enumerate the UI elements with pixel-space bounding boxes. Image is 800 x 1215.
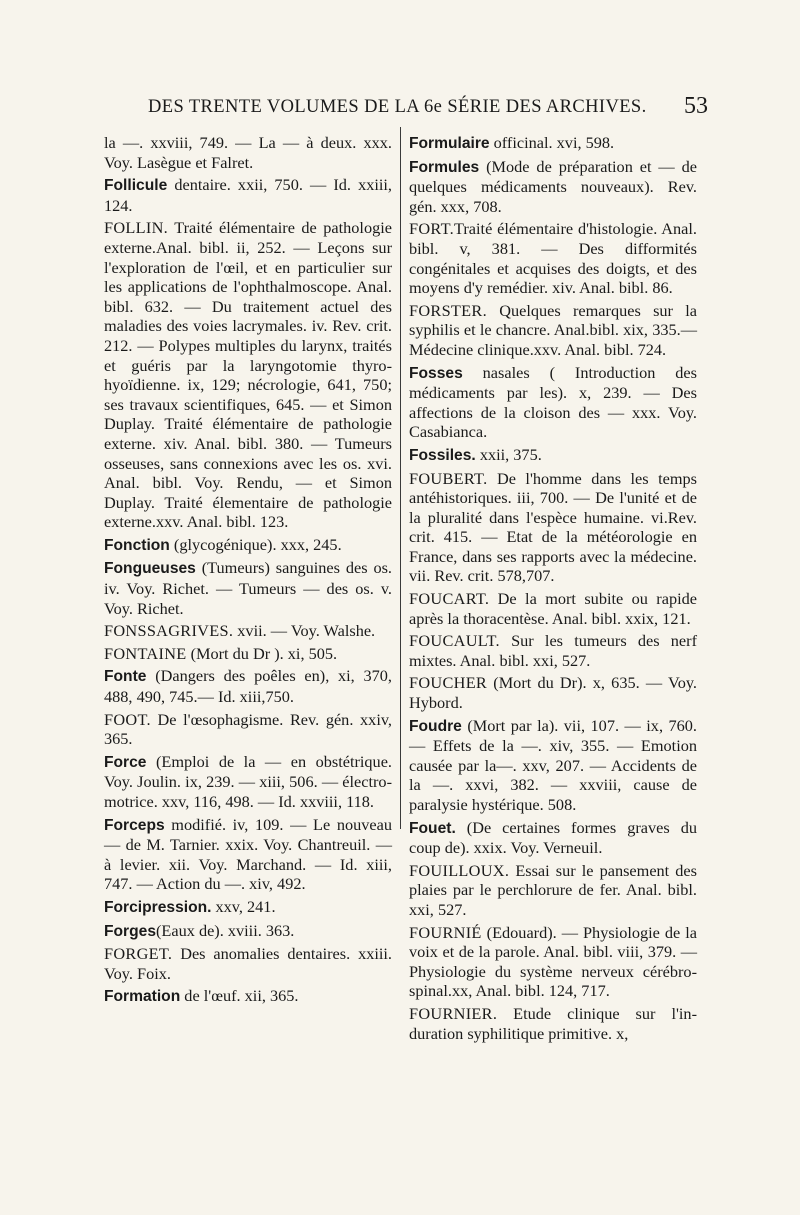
index-entry — [104, 535, 392, 556]
author-name: FORGET. — [104, 944, 173, 964]
entry-text: xxv, 241. — [211, 896, 276, 916]
right-column — [409, 133, 697, 1046]
entry-text: De l'œsophagisme. Rev. gén. xxiv, 365. — [104, 709, 392, 749]
entry-headword: Fongueuses — [104, 560, 196, 578]
index-entry — [104, 986, 392, 1007]
index-entry — [409, 818, 697, 858]
entry-headword: Forceps — [104, 816, 165, 834]
entry-headword: Forges — [104, 922, 156, 940]
entry-text: (glycogénique). xxx, 245. — [169, 534, 342, 554]
column-divider — [400, 127, 401, 829]
index-entry — [104, 815, 392, 894]
index-entry — [409, 445, 697, 466]
entry-headword: Forcipression. — [104, 898, 212, 916]
running-header — [148, 93, 708, 119]
index-entry — [104, 175, 392, 215]
index-entry — [409, 219, 697, 297]
entry-text: (Dangers des poêles en), xi, 370, 488, 490, 745.— Id. xiii,750. — [104, 666, 392, 707]
index-entry — [409, 469, 697, 587]
entry-headword: Fonte — [104, 668, 147, 686]
entry-headword: Formules — [409, 158, 480, 176]
entry-text: (Eaux de). xviii. 363. — [156, 920, 295, 940]
left-column — [104, 133, 392, 1010]
index-entry — [104, 558, 392, 618]
entry-text: (Mode de préparation et — de quelques médicaments nouveaux). Rev. gén. xxx, 708. — [409, 156, 697, 216]
entry-text: De l'homme dans les temps antéhistoriques. iii, 700. — De l'unité et de la pluralité dans l'espèce humaine. vi.Rev. crit. 415. — Etat de la météorologie en France, dans ses rapports avec la médecine. vii. Rev. crit. 578,707. — [409, 468, 697, 586]
author-name: FOLLIN. — [104, 218, 169, 238]
entry-text: Essai sur le pansement des plaies par le perchlorure de fer. Anal. bibl. xxi, 527. — [409, 860, 697, 919]
entry-text: (De certaines formes graves du coup de). xxix. Voy. Verneuil. — [409, 817, 697, 858]
entry-headword: Fossiles. — [409, 446, 476, 464]
author-name: FOURNIÉ — [409, 922, 482, 942]
entry-text: Traité élémentaire de pathologie externe.Anal. bibl. ii, 252. — Leçons sur l'exploration de l'œil, et en particulier sur les applications de l'ophthalmoscope. Anal. bibl. 632. — Du traitement actuel des maladies des voies lacrymales. iv. Rev. crit. 212. — Polypes multiples du larynx, traités et guéris par la laryngotomie thyro-hyoïdienne. ix, 129; nécrologie, 641, 750; ses travaux scientifiques, 645. — et Simon Duplay. Traité élémentaire de pathologie externe. xiv. Anal. bibl. 380. — Tumeurs osseuses, sans connexions avec les os. xvi. Anal. bibl. Voy. Rendu, — et Simon Duplay. Traité élementaire de pathologie externe.xxv. Anal. bibl. 123. — [104, 218, 392, 532]
index-entry — [409, 157, 697, 217]
index-entry — [104, 921, 392, 942]
index-entry — [409, 363, 697, 442]
page-number: 53 — [684, 93, 708, 119]
entry-text: officinal. xvi, 598. — [489, 133, 615, 152]
entry-text: (Mort du Dr). x, 635. — Voy. Hybord. — [409, 673, 697, 713]
index-entry — [104, 666, 392, 706]
index-entry — [104, 621, 392, 641]
entry-text: Etude clinique sur l'in-duration syphilitique primitive. x, — [409, 1003, 697, 1043]
entry-headword: Fouet. — [409, 819, 456, 837]
index-entry — [409, 133, 697, 154]
entry-text: xvii. — Voy. Walshe. — [233, 621, 376, 641]
entry-text: (Mort du Dr ). xi, 505. — [186, 643, 338, 663]
entry-text: (Tumeurs) sanguines des os. iv. Voy. Richet. — Tumeurs — des os. v. Voy. Richet. — [104, 558, 392, 618]
author-name: FORSTER. — [409, 300, 487, 320]
author-name: FORT. — [409, 219, 455, 239]
entry-text: modifié. iv, 109. — Le nouveau — de M. Tarnier. xxix. Voy. Chantreuil. — à levier. xii. Voy. Marchand. — Id. xiii, 747. — Action du —. xiv, 492. — [104, 814, 392, 894]
entry-text: (Mort par la). vii, 107. — ix, 760. — Effets de la —. xiv, 355. — Emotion causée par la—. xxv, 207. — Accidents de la —. xxvi, 382. — xxviii, cause de paralysie hystérique. 508. — [409, 715, 697, 814]
entry-text: Sur les tumeurs des nerf mixtes. Anal. bibl. xxi, 527. — [409, 631, 697, 670]
entry-text: Traité élémentaire d'histologie. Anal. bibl. v, 381. — Des difformités congénitales et acquises des doigts, et des moyens d'y remédier. xiv. Anal. bibl. 86. — [409, 219, 697, 298]
entry-headword: Foudre — [409, 717, 462, 735]
header-title: DES TRENTE VOLUMES DE LA 6e SÉRIE DES ARCHIVES. — [148, 97, 647, 117]
author-name: FOUCHER — [409, 673, 488, 693]
entry-headword: Formation — [104, 988, 181, 1006]
index-entry — [409, 716, 697, 815]
index-entry — [104, 644, 392, 664]
index-entry — [409, 861, 697, 920]
index-entry — [104, 944, 392, 983]
entry-headword: Fonction — [104, 536, 170, 554]
entry-headword: Force — [104, 753, 147, 771]
entry-text: nasales ( Introduction des médicaments par les). x, 239. — Des affections de la cloison des — xxx. Voy. Casabianca. — [409, 362, 697, 442]
index-entry — [409, 589, 697, 628]
entry-headword: Follicule — [104, 177, 168, 195]
entry-headword: Formulaire — [409, 135, 490, 152]
entry-text: la —. xxviii, 749. — La — à deux. xxx. Voy. Lasègue et Falret. — [104, 133, 392, 172]
author-name: FOOT. — [104, 709, 151, 729]
index-entry — [409, 673, 697, 712]
author-name: FOUCAULT. — [409, 631, 500, 651]
index-entry — [104, 752, 392, 812]
entry-headword: Fosses — [409, 364, 463, 382]
entry-text: Quelques remarques sur la syphilis et le chancre. Anal.bibl. xix, 335.—Médecine clinique.xxv. Anal. bibl. 724. — [409, 300, 697, 359]
entry-text: (Emploi de la — en obstétrique. Voy. Joulin. ix, 239. — xiii, 506. — électro-motrice. xxv, 116, 498. — Id. xxviii, 118. — [104, 751, 392, 811]
index-entry — [104, 218, 392, 532]
author-name: FOUBERT. — [409, 468, 488, 488]
entry-text: De la mort subite ou rapide après la thoracentèse. Anal. bibl. xxix, 121. — [409, 589, 697, 628]
author-name: FOURNIER. — [409, 1003, 498, 1023]
entry-text: Des anomalies dentaires. xxiii. Voy. Foix. — [104, 944, 392, 983]
index-entry — [104, 897, 392, 918]
index-entry — [104, 133, 392, 172]
author-name: FOUCART. — [409, 589, 490, 609]
index-entry — [409, 301, 697, 360]
author-name: FOUILLOUX. — [409, 860, 510, 880]
index-entry — [409, 1004, 697, 1043]
author-name: FONSSAGRIVES. — [104, 621, 234, 641]
index-entry — [104, 710, 392, 749]
index-entry — [409, 631, 697, 670]
index-entry — [409, 923, 697, 1001]
entry-text: dentaire. xxii, 750. — Id. xxiii, 124. — [104, 175, 392, 215]
entry-text: de l'œuf. xii, 365. — [180, 986, 299, 1006]
entry-text: xxii, 375. — [475, 444, 542, 464]
author-name: FONTAINE — [104, 643, 187, 663]
entry-text: (Edouard). — Physiologie de la voix et de la parole. Anal. bibl. viii, 379. — Physiologie du système nerveux cérébro-spinal.xx, Anal. bibl. 124, 717. — [409, 922, 697, 1001]
